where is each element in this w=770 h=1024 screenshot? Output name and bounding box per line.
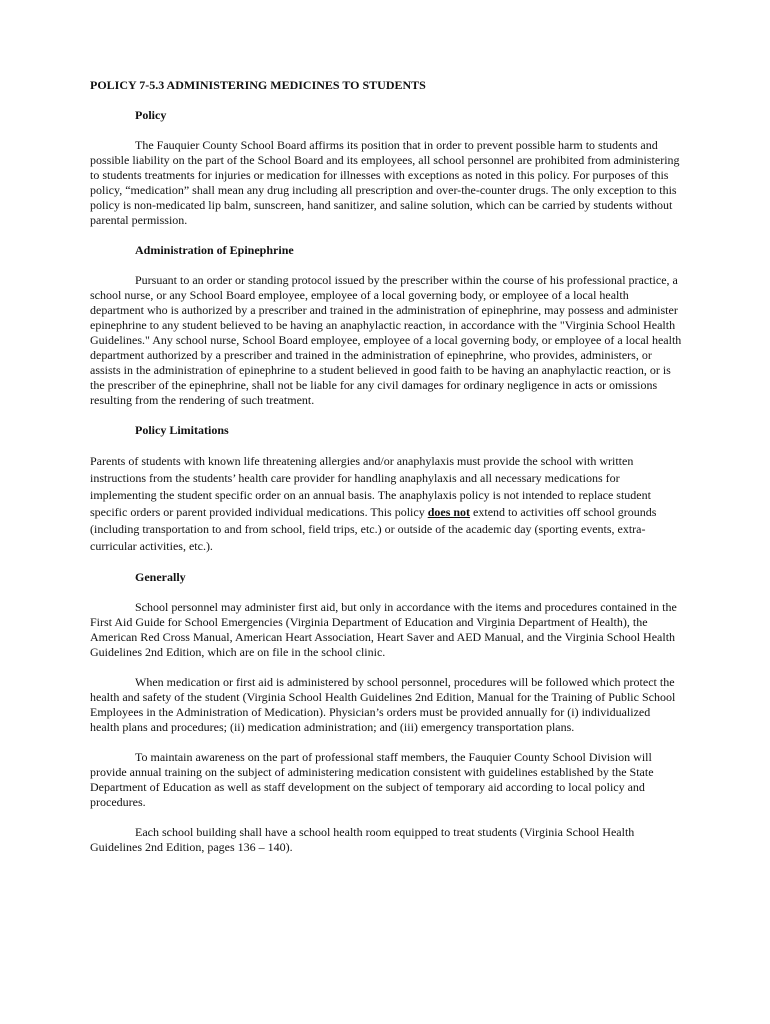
- document-title: POLICY 7-5.3 ADMINISTERING MEDICINES TO STUDENTS: [90, 78, 426, 92]
- epinephrine-paragraph: Pursuant to an order or standing protocol issued by the prescriber within the course of his professional practice, a school nurse, or any School Board employee, employee of a local governing body, or employee of a local health department who is authorized by a prescriber and trained in the administration of epinephrine, may possess and administer epinephrine to any student believed to be having an anaphylactic reaction, in accordance with the "Virginia School Health Guidelines." Any school nurse, School Board employee, employee of a local governing body, or employee of a local health department authorized by a prescriber and trained in the administration of epinephrine, who provides, administers, or assists in the administration of epinephrine to a student believed in good faith to be having an anaphylactic reaction, or is the prescriber of the epinephrine, shall not be liable for any civil damages for ordinary negligence in acts or omissions resulting from the rendering of such treatment.: [90, 273, 682, 407]
- policy-paragraph: The Fauquier County School Board affirms its position that in order to prevent possible harm to students and possible liability on the part of the School Board and its employees, all school personnel are prohibited from administering to students treatments for injuries or medication for illnesses with exceptions as noted in this policy. For purposes of this policy, “medication” shall mean any drug including all prescription and over-the-counter drugs. The only exception to this policy is non-medicated lip balm, sunscreen, hand sanitizer, and saline solution, which can be carried by students without parental permission.: [90, 138, 680, 227]
- document-page: [90, 78, 682, 870]
- limitations-paragraph: [90, 453, 682, 555]
- generally-paragraph-training: To maintain awareness on the part of professional staff members, the Fauquier County School Division will provide annual training on the subject of administering medication consistent with guidelines established by the State Department of Education as well as staff development on the subject of temporary aid according to local policy and procedures.: [90, 750, 654, 809]
- limitations-text-after: extend to activities off school grounds (including transportation to and from school, field trips, etc.) or outside of the academic day (sporting events, extra-curricular activities, etc.).: [90, 505, 657, 553]
- section-heading-generally: Generally: [135, 570, 186, 584]
- generally-paragraph-health-room: Each school building shall have a school health room equipped to treat students (Virginia School Health Guidelines 2nd Edition, pages 136 – 140).: [90, 825, 635, 854]
- generally-paragraph-procedures: When medication or first aid is administered by school personnel, procedures will be followed which protect the health and safety of the student (Virginia School Health Guidelines 2nd Edition, Manual for the Training of Public School Employees in the Administration of Medication). Physician’s orders must be provided annually for (i) individualized health plans and procedures; (ii) medication administration; and (iii) emergency transportation plans.: [90, 675, 676, 734]
- section-heading-epinephrine: Administration of Epinephrine: [135, 243, 294, 257]
- section-heading-limitations: Policy Limitations: [135, 423, 229, 437]
- limitations-emphasis: does not: [427, 505, 471, 519]
- generally-paragraph-first-aid: School personnel may administer first aid, but only in accordance with the items and procedures contained in the First Aid Guide for School Emergencies (Virginia Department of Education and Virginia Department of Health), the American Red Cross Manual, American Heart Association, Heart Saver and AED Manual, and the Virginia School Health Guidelines 2nd Edition, which are on file in the school clinic.: [90, 600, 677, 659]
- limitations-text-before: Parents of students with known life threatening allergies and/or anaphylaxis must provide the school with written instructions from the students’ health care provider for handling anaphylaxis and all necessary medications for implementing the student specific order on an annual basis. The anaphylaxis policy is not intended to replace student specific orders or parent provided individual medications. This policy: [90, 454, 651, 519]
- section-heading-policy: Policy: [135, 108, 167, 122]
